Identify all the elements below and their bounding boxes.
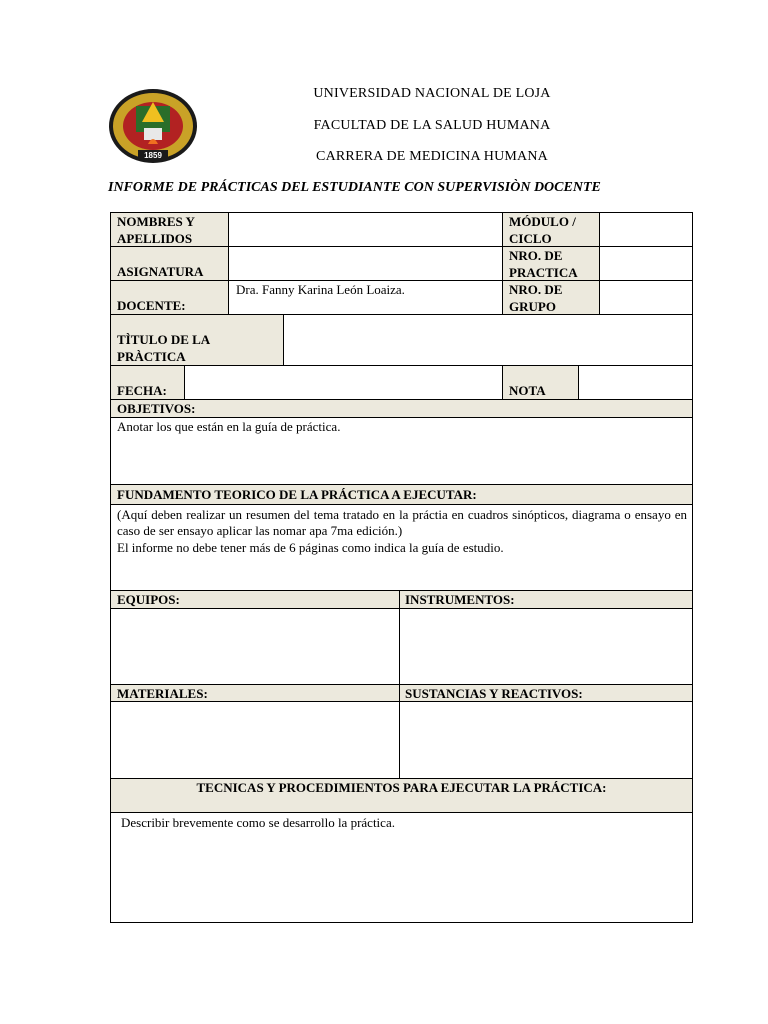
practice-title-label: TÌTULO DE LA PRÀCTICA xyxy=(117,332,210,364)
module-field[interactable] xyxy=(600,213,692,246)
names-field[interactable] xyxy=(229,213,502,246)
subject-label: ASIGNATURA xyxy=(117,264,204,279)
materials-field[interactable] xyxy=(111,702,398,778)
equipment-field[interactable] xyxy=(111,609,398,684)
practice-title-field[interactable] xyxy=(284,315,692,365)
theory-text-page-limit[interactable]: El informe no debe tener más de 6 páginas como indica la guía de estudio. xyxy=(117,540,504,555)
instruments-field[interactable] xyxy=(400,609,692,684)
grade-field[interactable] xyxy=(579,366,692,399)
practice-number-field[interactable] xyxy=(600,247,692,280)
date-label: FECHA: xyxy=(117,383,167,398)
teacher-label: DOCENTE: xyxy=(117,298,186,313)
date-field[interactable] xyxy=(185,366,502,399)
equipment-label: EQUIPOS: xyxy=(117,592,180,607)
techniques-text[interactable]: Describir brevemente como se desarrollo la práctica. xyxy=(121,815,395,830)
grade-label: NOTA xyxy=(509,383,546,398)
substances-label: SUSTANCIAS Y REACTIVOS: xyxy=(405,686,583,701)
practice-number-label: NRO. DE PRACTICA xyxy=(509,248,578,280)
theory-text-instructions[interactable]: (Aquí deben realizar un resumen del tema tratado en la práctia en cuadros sinópticos, diagrama o ensayo en caso de ser ensayo aplicar las nomar apa 7ma edición.) xyxy=(117,507,687,538)
career-name: CARRERA DE MEDICINA HUMANA xyxy=(316,149,548,164)
techniques-label: TECNICAS Y PROCEDIMIENTOS PARA EJECUTAR LA PRÁCTICA: xyxy=(196,780,607,795)
theory-label: FUNDAMENTO TEORICO DE LA PRÁCTICA A EJECUTAR: xyxy=(117,487,477,502)
group-number-field[interactable] xyxy=(600,281,692,314)
substances-field[interactable] xyxy=(400,702,692,778)
university-name: UNIVERSIDAD NACIONAL DE LOJA xyxy=(313,86,551,101)
names-label: NOMBRES Y APELLIDOS xyxy=(117,214,195,246)
module-label: MÓDULO / CICLO xyxy=(509,214,576,246)
subject-field[interactable] xyxy=(229,247,502,280)
teacher-value[interactable]: Dra. Fanny Karina León Loaiza. xyxy=(236,282,405,297)
objectives-text[interactable]: Anotar los que están en la guía de práctica. xyxy=(117,419,341,434)
report-title: INFORME DE PRÁCTICAS DEL ESTUDIANTE CON SUPERVISIÒN DOCENTE xyxy=(108,180,601,195)
objectives-label: OBJETIVOS: xyxy=(117,401,196,416)
svg-text:1859: 1859 xyxy=(144,151,162,160)
materials-label: MATERIALES: xyxy=(117,686,208,701)
instruments-label: INSTRUMENTOS: xyxy=(405,592,515,607)
faculty-name: FACULTAD DE LA SALUD HUMANA xyxy=(313,118,551,133)
group-number-label: NRO. DE GRUPO xyxy=(509,282,563,314)
